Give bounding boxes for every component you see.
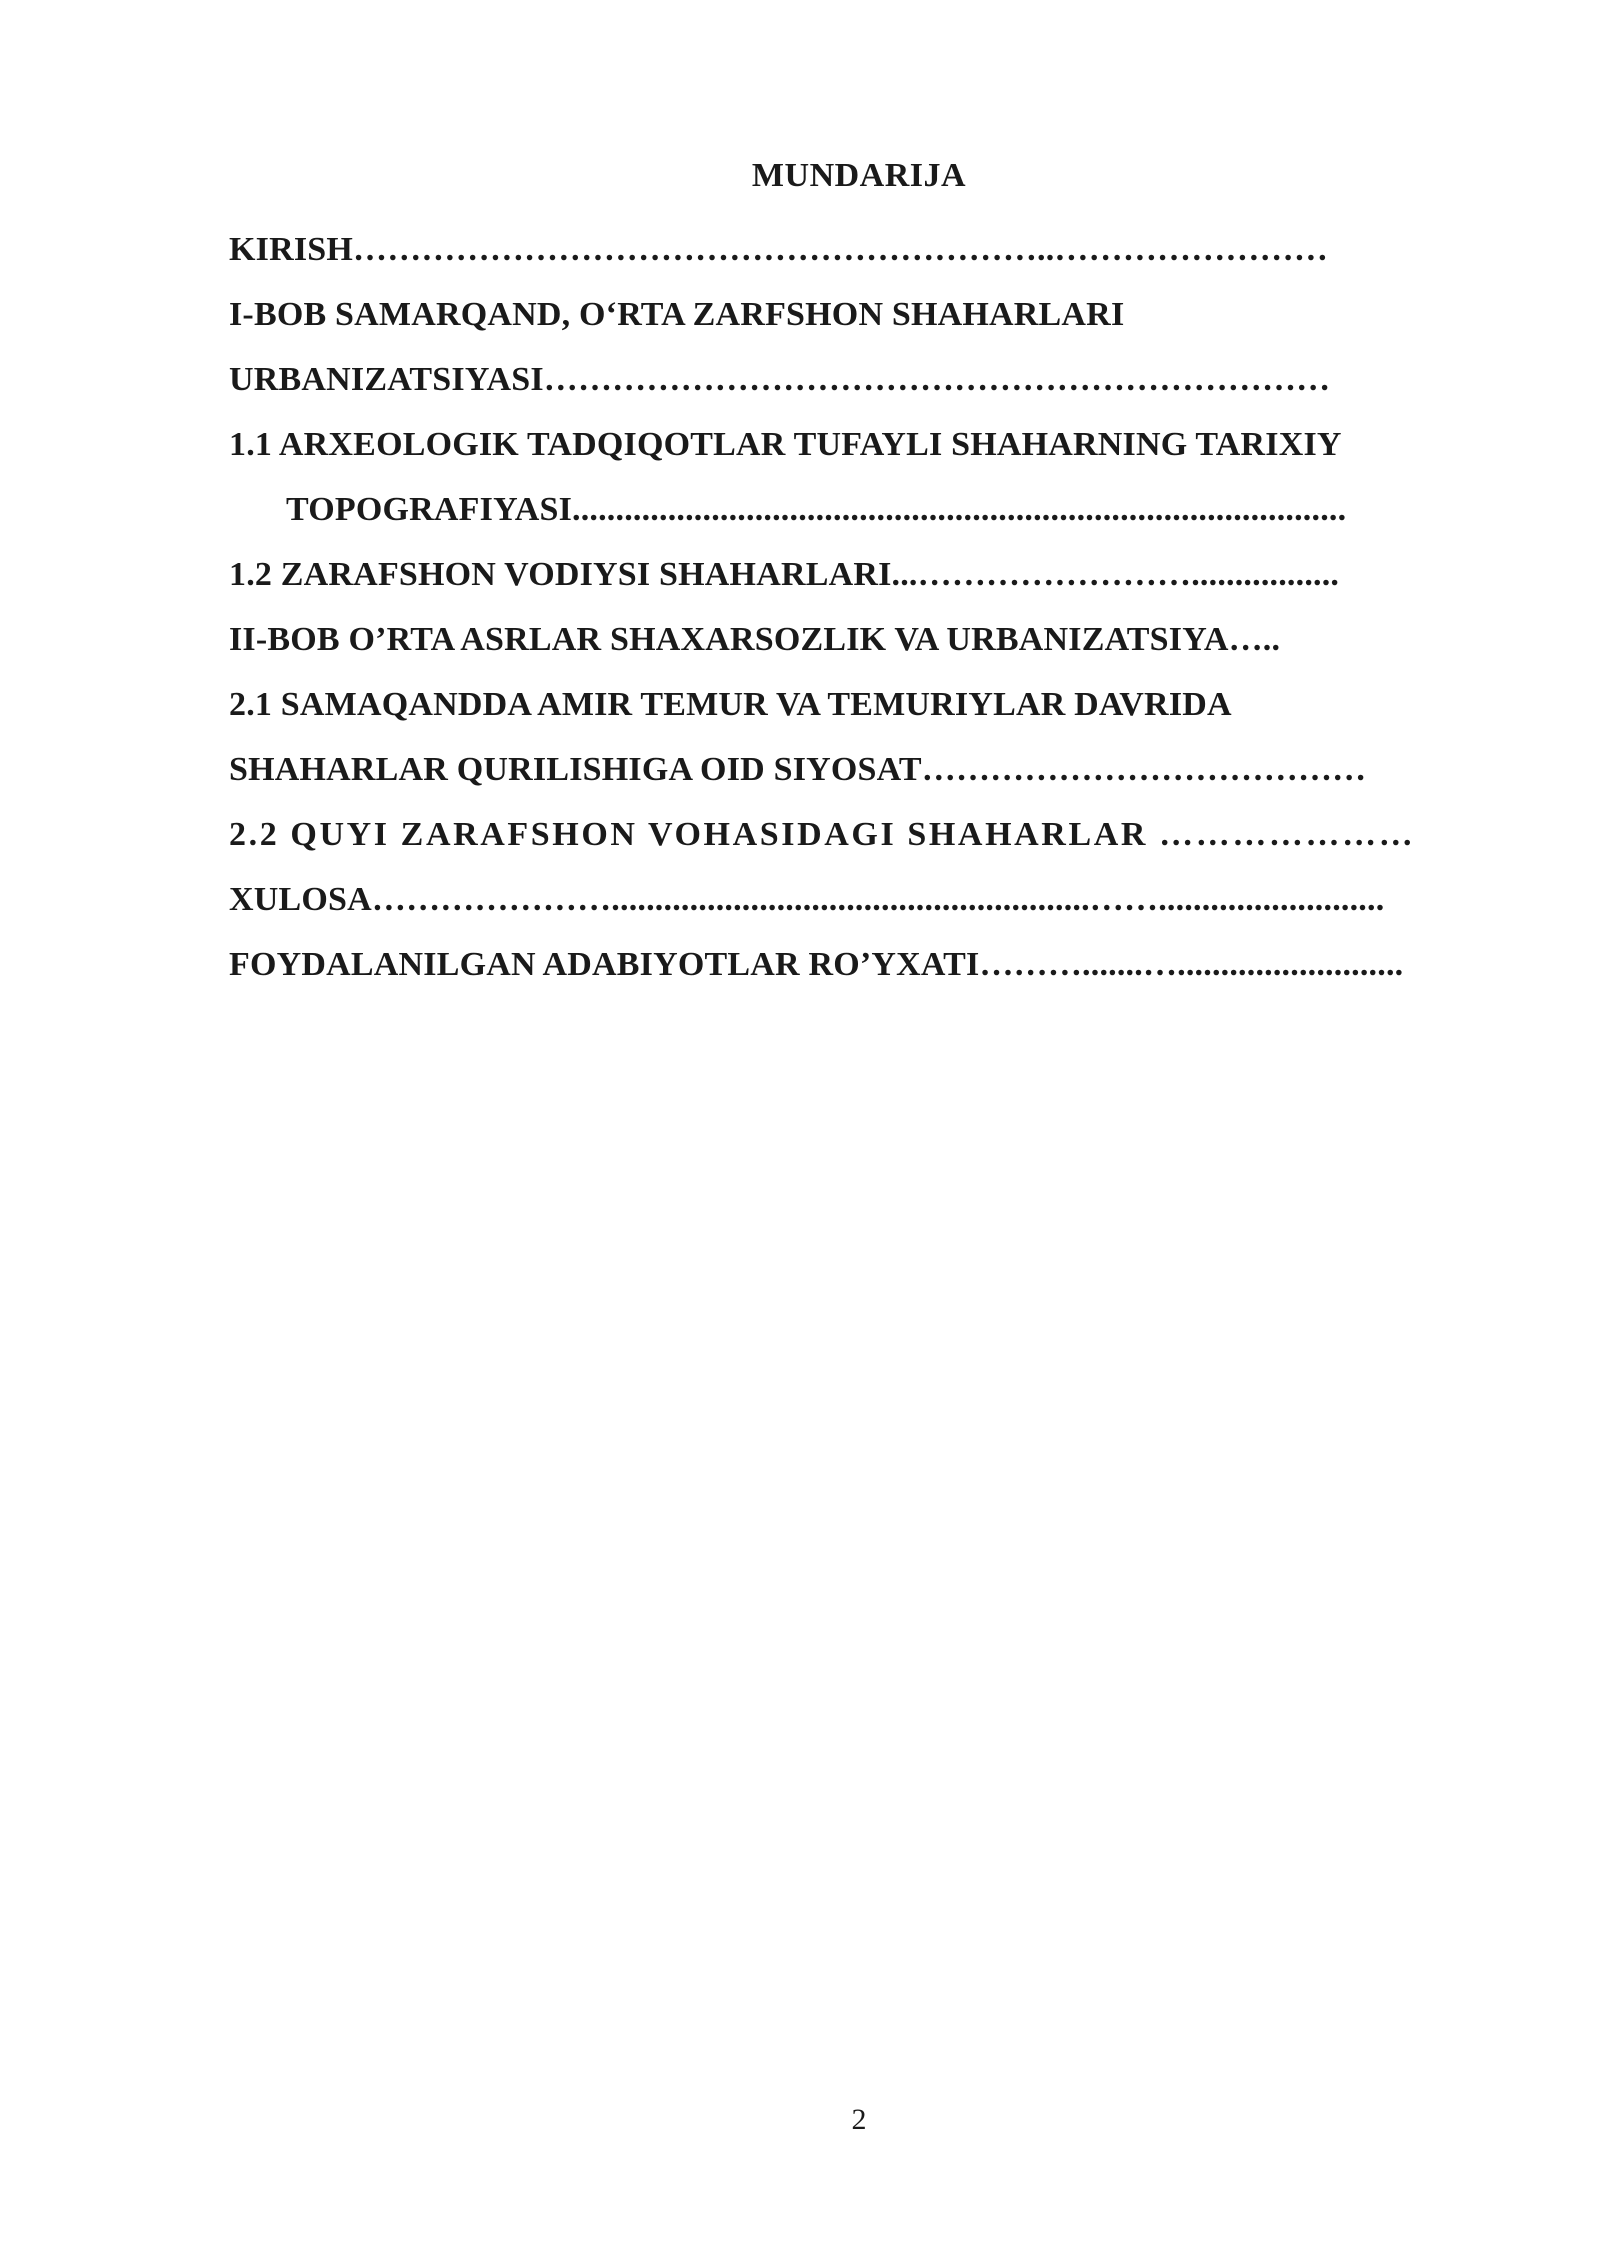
toc-entry-chapter-1-line-1[interactable]: I-BOB SAMARQAND, O‘RTA ZARFSHON SHAHARLARI	[229, 296, 1125, 333]
toc-title: MUNDARIJA	[751, 157, 967, 194]
toc-entry-section-1-1-line-2[interactable]: TOPOGRAFIYASI.........................................................................................	[286, 491, 1347, 528]
toc-entry-bibliography[interactable]: FOYDALANILGAN ADABIYOTLAR RO’YXATI……….......…..........................	[229, 946, 1404, 983]
toc-entry-kirish[interactable]: KIRISH……………………………………………………..……………………	[229, 231, 1329, 268]
toc-entry-section-1-1-line-1[interactable]: 1.1 ARXEOLOGIK TADQIQOTLAR TUFAYLI SHAHARNING TARIXIY	[229, 426, 1342, 463]
toc-entry-chapter-2[interactable]: II-BOB O’RTA ASRLAR SHAXARSOZLIK VA URBANIZATSIYA…..	[229, 621, 1281, 658]
toc-entry-chapter-1-line-2[interactable]: URBANIZATSIYASI……………………………………………………………	[229, 361, 1331, 398]
toc-entry-section-1-2[interactable]: 1.2 ZARAFSHON VODIYSI SHAHARLARI...…………………….................	[229, 556, 1340, 593]
page-number: 2	[851, 2103, 867, 2136]
toc-entry-xulosa[interactable]: XULOSA………………….......................................................……..........................	[229, 881, 1385, 918]
toc-entry-section-2-1-line-2[interactable]: SHAHARLAR QURILISHIGA OID SIYOSAT…………………………………	[229, 751, 1367, 788]
toc-entry-section-2-1-line-1[interactable]: 2.1 SAMAQANDDA AMIR TEMUR VA TEMURIYLAR DAVRIDA	[229, 686, 1232, 723]
toc-entry-section-2-2[interactable]: 2.2 QUYI ZARAFSHON VOHASIDAGI SHAHARLAR …………………	[229, 816, 1416, 853]
table-of-contents	[229, 217, 1529, 997]
